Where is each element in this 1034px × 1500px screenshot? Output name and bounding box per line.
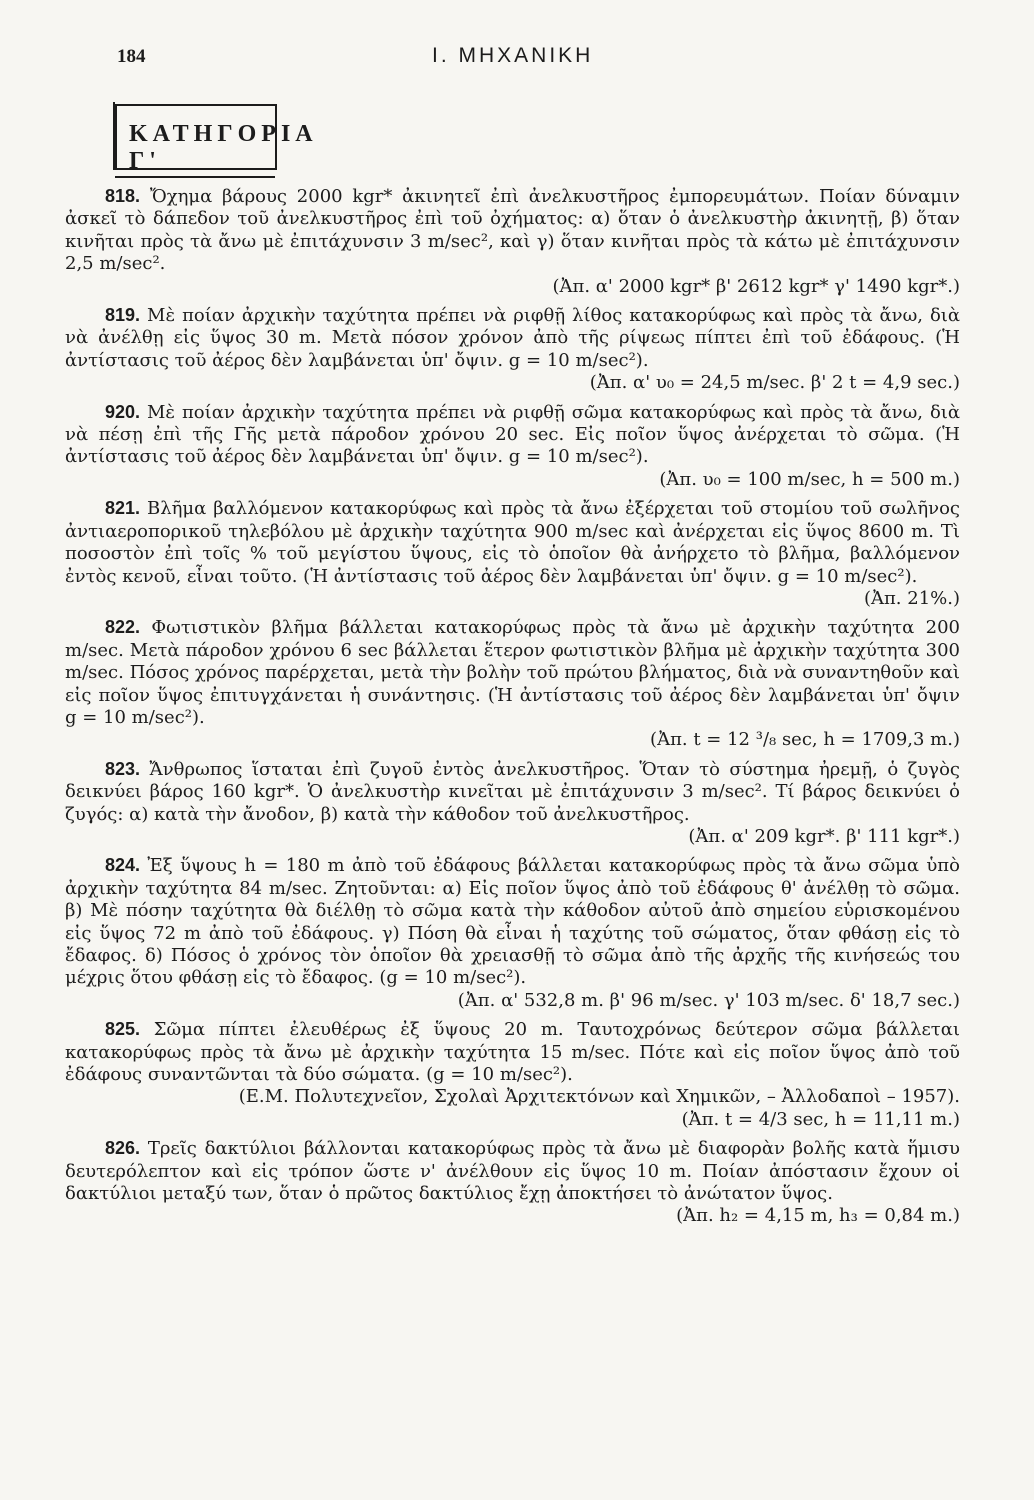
problem-825 — [65, 1018, 960, 1131]
problem-text — [65, 185, 960, 276]
problem-824 — [65, 854, 960, 1012]
problem-text — [65, 497, 960, 588]
problem-number: 823. — [105, 758, 141, 779]
problem-number: 818. — [105, 186, 141, 206]
problem-text — [65, 1018, 960, 1086]
problem-statement: Ἐξ ὕψους h = 180 m ἀπὸ τοῦ ἐδάφους βάλλεται κατακορύφως πρὸς τὰ ἄνω σῶμα ὑπὸ ἀρχικὴν ταχύτητα 84 m/sec. Ζητοῦνται: α) Εἰς ποῖον ὕψος ἀπὸ τοῦ ἐδάφους θ' ἀνέλθῃ τὸ σῶμα. β) Μὲ πόσην ταχύτητα θὰ διέλθῃ τὸ σῶμα κατὰ τὴν κάθοδον αὐτοῦ ἀπὸ σημείου εὑρισκομένου εἰς ὕψος 72 m ἀπὸ τοῦ ἐδάφους. γ) Πόση θὰ εἶναι ἡ ταχύτης τοῦ σώματος, ὅταν φθάσῃ εἰς τὸ ἔδαφος. δ) Πόσος ὁ χρόνος τὸν ὁποῖον θὰ χρειασθῇ τὸ σῶμα ἀπὸ τῆς ἀρχῆς τῆς κινήσεώς του μέχρις ὅτου φθάσῃ εἰς τὸ ἔδαφος. (g = 10 m/sec²). — [65, 855, 960, 989]
problem-number: 826. — [105, 1138, 141, 1159]
problem-number: 920. — [105, 401, 141, 422]
problem-text — [65, 1137, 960, 1205]
problem-818 — [65, 185, 960, 298]
problem-text — [65, 304, 960, 372]
problem-number: 821. — [105, 498, 141, 519]
problem-source: (Ε.Μ. Πολυτεχνεῖον, Σχολαὶ Ἀρχιτεκτόνων καὶ Χημικῶν, – Ἀλλοδαποὶ – 1957). — [238, 1086, 960, 1108]
problem-number: 819. — [105, 305, 141, 326]
problem-text — [65, 758, 960, 826]
problem-823 — [65, 758, 960, 849]
problem-statement: Ἄνθρωπος ἵσταται ἐπὶ ζυγοῦ ἐντὸς ἀνελκυστῆρος. Ὅταν τὸ σύστημα ἠρεμῇ, ὁ ζυγὸς δεικνύει βάρος 160 kgr*. Ὁ ἀνελκυστὴρ κινεῖται μὲ ἐπιτάχυνσιν 3 m/sec². Τί βάρος δεικνύει ὁ ζυγός: α) κατὰ τὴν ἄνοδον, β) κατὰ τὴν κάθοδον τοῦ ἀνελκυστῆρος. — [65, 758, 960, 825]
problem-920 — [65, 401, 960, 492]
problem-statement: Ὄχημα βάρους 2000 kgr* ἀκινητεῖ ἐπὶ ἀνελκυστῆρος ἐμπορευμάτων. Ποίαν δύναμιν ἀσκεῖ τὸ δάπεδον τοῦ ἀνελκυστῆρος ἐπὶ τοῦ ὀχήματος: α) ὅταν ὁ ἀνελκυστὴρ ἀκινητῇ, β) ὅταν κινῆται πρὸς τὰ ἄνω μὲ ἐπιτάχυνσιν 3 m/sec², καὶ γ) ὅταν κινῆται πρὸς τὰ κάτω μὲ ἐπιτάχυνσιν 2,5 m/sec². — [65, 186, 960, 275]
problem-text — [65, 854, 960, 989]
problem-answer: (Ἀπ. α' 2000 kgr* β' 2612 kgr* γ' 1490 kgr*.) — [552, 275, 960, 297]
problem-answer: (Ἀπ. h₂ = 4,15 m, h₃ = 0,84 m.) — [676, 1205, 960, 1227]
problem-822 — [65, 616, 960, 751]
problem-statement: Φωτιστικὸν βλῆμα βάλλεται κατακορύφως πρὸς τὰ ἄνω μὲ ἀρχικὴν ταχύτητα 200 m/sec. Μετὰ πάροδον χρόνου 6 sec βάλλεται ἕτερον φωτιστικὸν βλῆμα μὲ ἀρχικὴν ταχύτητα 300 m/sec. Πόσος χρόνος παρέρχεται, μετὰ τὴν βολὴν τοῦ πρώτου βλήματος, διὰ νὰ συναντηθοῦν καὶ εἰς ποῖον ὕψος ἐπιτυγχάνεται ἡ συνάντησις. (Ἡ ἀντίστασις τοῦ ἀέρος δὲν λαμβάνεται ὑπ' ὄψιν g = 10 m/sec²). — [65, 617, 960, 728]
problem-statement: Μὲ ποίαν ἀρχικὴν ταχύτητα πρέπει νὰ ριφθῇ σῶμα κατακορύφως καὶ πρὸς τὰ ἄνω, διὰ νὰ πέσῃ ἐπὶ τῆς Γῆς μετὰ πάροδον χρόνου 20 sec. Εἰς ποῖον ὕψος ἀνέρχεται τὸ σῶμα. (Ἡ ἀντίστασις τοῦ ἀέρος δὲν λαμβάνεται ὑπ' ὄψιν. g = 10 m/sec²). — [65, 401, 960, 468]
problem-number: 825. — [105, 1019, 141, 1040]
problem-answer: (Ἀπ. α' υ₀ = 24,5 m/sec. β' 2 t = 4,9 sec.) — [589, 372, 960, 394]
problem-819 — [65, 304, 960, 395]
category-rule — [115, 176, 275, 178]
problem-number: 822. — [105, 617, 141, 638]
problem-text — [65, 616, 960, 729]
problem-answer: (Ἀπ. 21%.) — [863, 587, 960, 609]
problem-answer: (Ἀπ. α' 532,8 m. β' 96 m/sec. γ' 103 m/sec. δ' 18,7 sec.) — [457, 989, 960, 1011]
problem-number: 824. — [105, 855, 141, 876]
problem-statement: Μὲ ποίαν ἀρχικὴν ταχύτητα πρέπει νὰ ριφθῇ λίθος κατακορύφως καὶ πρὸς τὰ ἄνω, διὰ νὰ ἀνέλθῃ εἰς ὕψος 30 m. Μετὰ πόσον χρόνον ἀπὸ τῆς ρίψεως πίπτει ἐπὶ τοῦ ἐδάφους. (Ἡ ἀντίστασις τοῦ ἀέρος δὲν λαμβάνεται ὑπ' ὄψιν. g = 10 m/sec²). — [65, 305, 960, 371]
category-title: ΚΑΤΗΓΟΡΙΑ Γ' — [129, 121, 317, 174]
problem-statement: Τρεῖς δακτύλιοι βάλλονται κατακορύφως πρὸς τὰ ἄνω μὲ διαφορὰν βολῆς κατὰ ἥμισυ δευτερόλεπτον καὶ εἰς τρόπον ὥστε ν' ἀνέλθουν εἰς ὕψος 10 m. Ποίαν ἀπόστασιν ἔχουν οἱ δακτύλιοι μεταξύ των, ὅταν ὁ πρῶτος δακτύλιος ἔχῃ ἀποκτήσει τὸ ἀνώτατον ὕψος. — [65, 1138, 960, 1205]
problem-statement: Σῶμα πίπτει ἐλευθέρως ἐξ ὕψους 20 m. Ταυτοχρόνως δεύτερον σῶμα βάλλεται κατακορύφως πρὸς τὰ ἄνω μὲ ἀρχικὴν ταχύτητα 15 m/sec. Πότε καὶ εἰς ποῖον ὕψος ἀπὸ τοῦ ἐδάφους συναντῶνται τὰ δύο σώματα. (g = 10 m/sec²). — [65, 1019, 960, 1086]
problem-statement: Βλῆμα βαλλόμενον κατακορύφως καὶ πρὸς τὰ ἄνω ἐξέρχεται τοῦ στομίου τοῦ σωλῆνος ἀντιαεροπορικοῦ τηλεβόλου μὲ ἀρχικὴν ταχύτητα 900 m/sec καὶ ἀνέρχεται εἰς ὕψος 8600 m. Τὶ ποσοστὸν ἐπὶ τοῖς % τοῦ μεγίστου ὕψους, εἰς τὸ ὁποῖον θὰ ἀνήρχετο τὸ βλῆμα, βαλλόμενον ἐντὸς κενοῦ, εἶναι τοῦτο. (Ἡ ἀντίστασις τοῦ ἀέρος δὲν λαμβάνεται ὑπ' ὄψιν. g = 10 m/sec²). — [65, 498, 960, 587]
problem-answer: (Ἀπ. t = 12 ³/₈ sec, h = 1709,3 m.) — [650, 729, 960, 751]
problem-answer: (Ἀπ. υ₀ = 100 m/sec, h = 500 m.) — [659, 468, 960, 490]
running-title: I. ΜΗΧΑΝΙΚΗ — [432, 44, 594, 67]
page-number: 184 — [117, 46, 146, 67]
problem-826 — [65, 1137, 960, 1228]
problem-text — [65, 401, 960, 469]
category-box — [115, 104, 317, 174]
problem-list — [65, 185, 960, 1234]
problem-answer: (Ἀπ. α' 209 kgr*. β' 111 kgr*.) — [688, 825, 960, 847]
problem-answer: (Ἀπ. t = 4/3 sec, h = 11,11 m.) — [681, 1108, 960, 1130]
problem-821 — [65, 497, 960, 610]
